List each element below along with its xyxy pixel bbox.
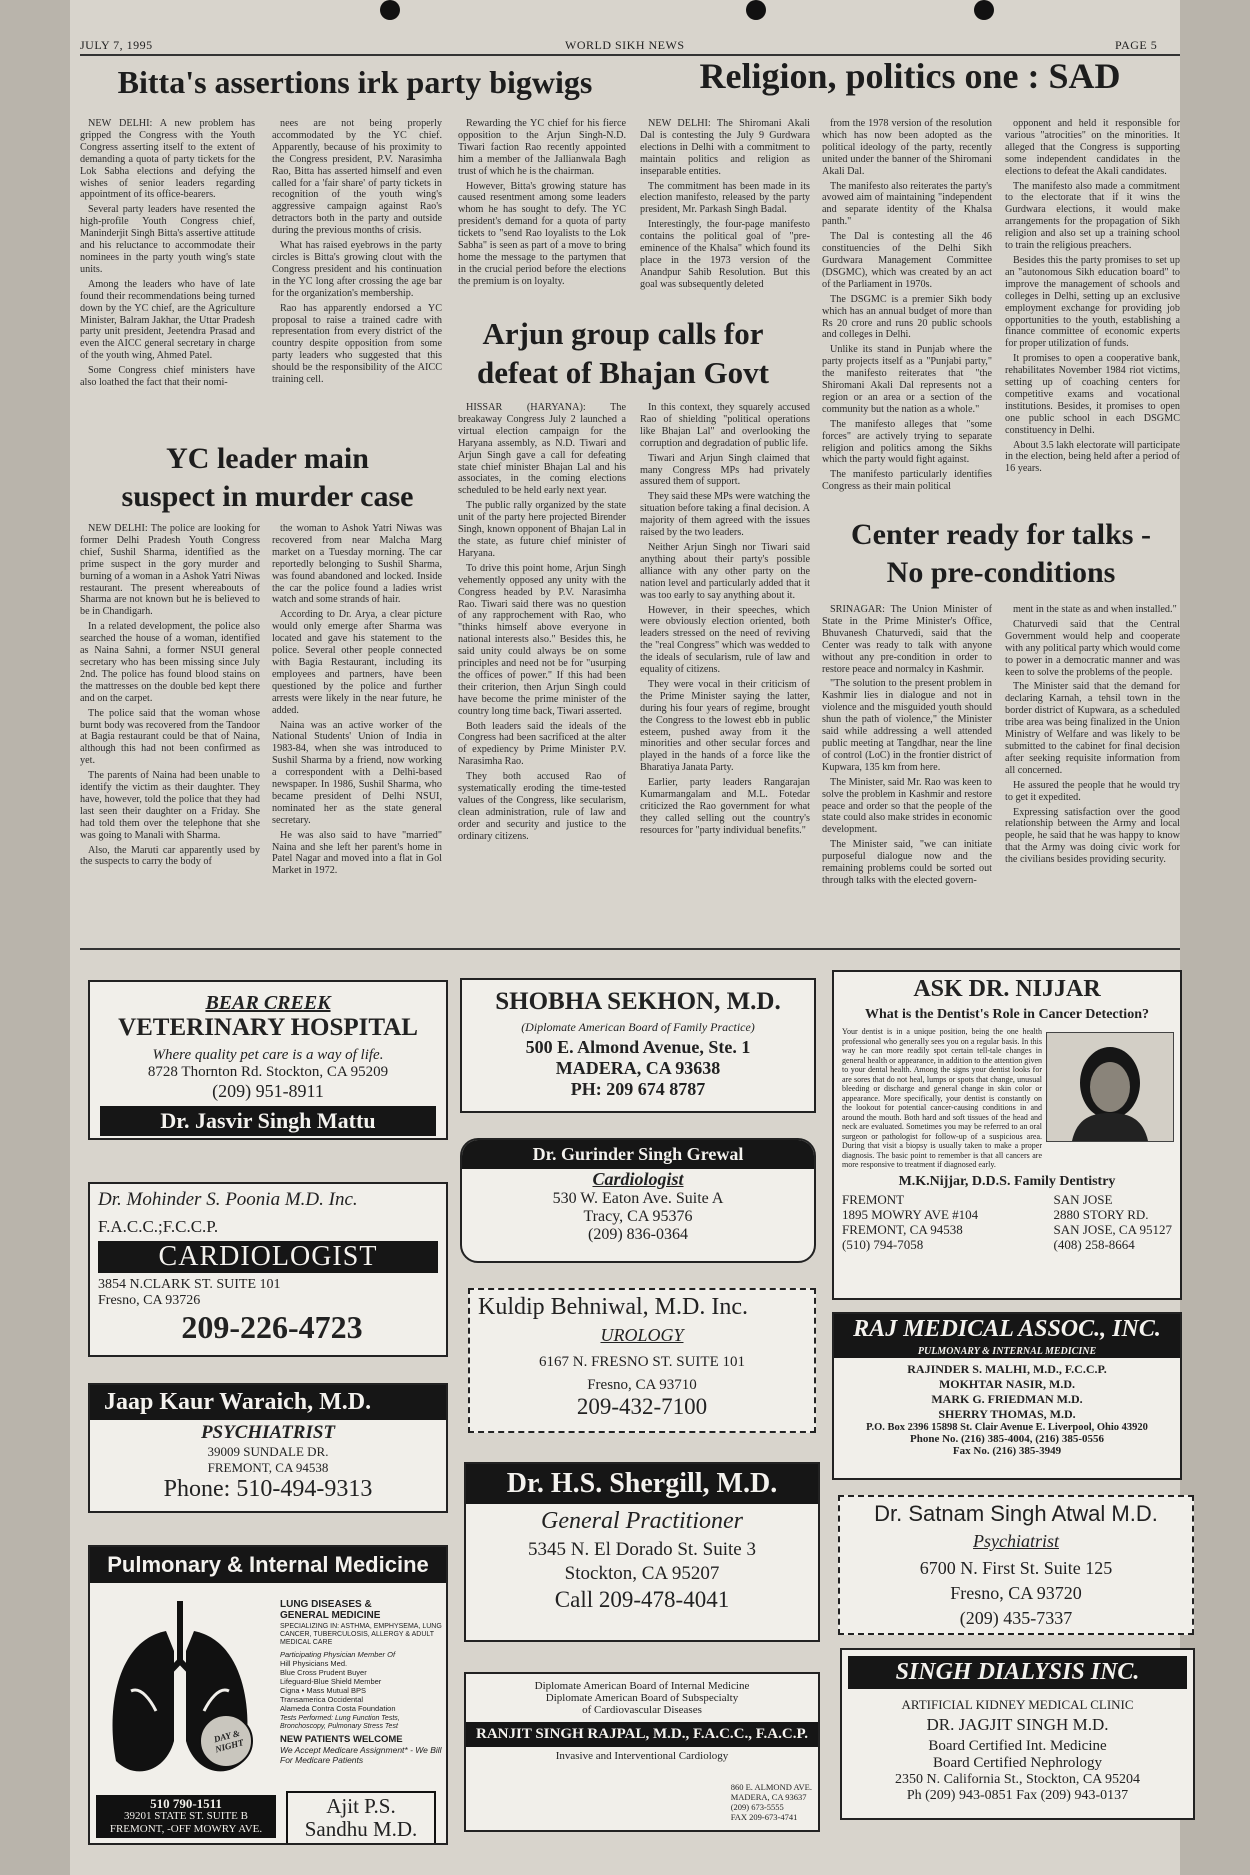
ad-name: RAJ MEDICAL ASSOC., INC.: [834, 1314, 1180, 1345]
ad-subtitle: ARTIFICIAL KIDNEY MEDICAL CLINIC: [901, 1697, 1134, 1712]
article-center-col1: SRINAGAR: The Union Minister of State in the Prime Minister's Office, Bhuvanesh Chaturvedi, said that the Center was ready to talk with anyone without any pre-condition in order to restore peace and normalcy in Kashmir. "The solution to the present problem in Kashmir lies in dialogue and not in violence and the misguided youth should shun the path of violence," the Minister said while addressing a well attended public meeting at Tangdhar, near the line of control (LoC) in the frontier district of Kupwara, 135 km from here. The Minister, said Mr. Rao was keen to solve the problem in Kashmir and restore peace and order so that the people of the state could also make strides in economic development. The Minister said, "we can initiate purposeful dialogue now and the remaining problems could be sorted out through talks with the elected govern-: [822, 604, 992, 886]
ad-phone: 209-226-4723: [181, 1309, 363, 1345]
ad-grewal: [460, 1138, 816, 1263]
ad-heading: LUNG DISEASES &: [280, 1599, 372, 1610]
lungs-illustration: [96, 1591, 264, 1791]
binder-hole: [974, 0, 994, 20]
ad-specialties: SPECIALIZING IN: ASTHMA, EMPHYSEMA, LUNG CANCER, TUBERCULOSIS, ALLERGY & ADULT MEDICAL CARE: [280, 1623, 442, 1646]
ad-fax: FAX 209-673-4741: [730, 1812, 798, 1822]
ad-name: VETERINARY HOSPITAL: [118, 1014, 418, 1041]
ad-subtitle: PULMONARY & INTERNAL MEDICINE: [834, 1345, 1180, 1358]
rajpal-contact: [731, 1782, 812, 1822]
ad-specialty: CARDIOLOGIST: [98, 1241, 438, 1273]
ad-nijjar: [832, 970, 1182, 1300]
ad-participating: Participating Physician Member Of: [280, 1650, 396, 1659]
ad-doctor: Dr. Jasvir Singh Mattu: [100, 1106, 436, 1136]
ad-address: 8728 Thornton Rd. Stockton, CA 95209: [147, 1064, 389, 1080]
ad-doctor: DR. JAGJIT SINGH M.D.: [926, 1715, 1109, 1734]
ad-doctor: MOKHTAR NASIR, M.D.: [938, 1377, 1076, 1391]
ad-certification: Board Certified Int. Medicine: [928, 1738, 1107, 1754]
ad-bear-creek: [88, 980, 448, 1140]
ad-specialty: General Practitioner: [541, 1508, 743, 1534]
location-fremont: FREMONT 1895 MOWRY AVE #104 FREMONT, CA 94538 (510) 794-7058: [842, 1191, 979, 1252]
ad-address: 860 E. ALMOND AVE.: [730, 1782, 812, 1792]
ad-city: Tracy, CA 95376: [583, 1208, 693, 1225]
ad-title: ASK DR. NIJJAR: [913, 976, 1101, 1002]
ad-pulmonary: [88, 1545, 448, 1845]
article-bitta-col3: Rewarding the YC chief for his fierce opposition to the Arjun Singh-N.D. Tiwari faction Rao recently appointed him a member of the Jallianwala Bagh trust of which he is the chairman. However, Bitta's growing stature has caused resentment among some leaders whom he has sought to defy. The YC president's demand for a quota of party tickets to "send Rao loyalists to the Lok Sabha" is seen as part of a move to bring home the message to the partymen that in the crucial period before the elections the premium is on loyalty.: [458, 118, 626, 287]
ad-specialty: UROLOGY: [600, 1325, 684, 1345]
ad-phone: Phone: 510-494-9313: [163, 1476, 373, 1502]
ad-singh-dialysis: [840, 1648, 1195, 1820]
ad-shergill: [464, 1462, 820, 1642]
headline-arjun: Arjun group calls for defeat of Bhajan Govt: [477, 316, 769, 390]
ad-phone: (209) 435-7337: [959, 1608, 1073, 1628]
binder-hole: [746, 0, 766, 20]
ad-phone: Ph (209) 943-0851 Fax (209) 943-0137: [906, 1788, 1129, 1803]
day-night-badge: DAY & NIGHT: [212, 1727, 245, 1755]
ad-name: Jaap Kaur Waraich, M.D.: [90, 1385, 446, 1420]
ad-city: MADERA, CA 93637: [730, 1792, 807, 1802]
ad-city: Fresno, CA 93726: [98, 1293, 201, 1308]
ad-specialty: Psychiatrist: [973, 1531, 1059, 1551]
ad-name: Dr. Satnam Singh Atwal M.D.: [874, 1501, 1158, 1526]
ad-heading: GENERAL MEDICINE: [280, 1610, 381, 1621]
article-yc-col2: the woman to Ashok Yatri Niwas was recovered from near Malcha Marg market on a Tuesday morning. The car reportedly belonging to Sushil Sharma, was found abandoned and locked. Inside the car the police found a ladies wrist watch and some strands of hair. According to Dr. Arya, a clear picture would only emerge after Sharma was located and gave his statement to the police. Several other people connected with Bagia Restaurant, including its employees and partners, have been questioned by the police and further arrests were likely in the near future, he added. Naina was an active worker of the National Students' Union of India in 1983-84, when she was introduced to Sushil Sharma by a friend, now working a correspondent with a Delhi-based newspaper. In 1986, Sushil Sharma, who became president of Delhi NSUI, nominated her as the state general secretary. He was also said to have "married" Naina and she left her parent's home in Patel Nagar and moved into a flat in Gol Market in 1972.: [272, 523, 442, 877]
ad-body: Your dentist is in a unique position, being the one health professional who generally sees you on a regular basis. In this way he can more readily spot certain tell-tale changes in general health or appearance, in addition to the attention given to your dental health. Among the signs your dentist looks for are sores that do not heal, lumps or spots that change, unusual bleeding or discharge and general change in skin color or appearance. More specifically, your dentist is constantly on the lookout for potential cancer-causing conditions in and around the mouth. Both hard and soft tissues of the head and neck are evaluated. Sometimes you may be referred to an oral surgeon or pathologist for follow-up of a suspicious area. During that visit a biopsy is usually taken to make a proper diagnosis. The basic point to remember is that all cancers are more responsive to treatment if diagnosed early.: [842, 1027, 1042, 1169]
ad-address: 6167 N. FRESNO ST. SUITE 101: [539, 1354, 745, 1370]
list-item: Lifeguard-Blue Shield Member: [280, 1677, 382, 1686]
ad-doctor: SHERRY THOMAS, M.D.: [938, 1407, 1076, 1421]
ad-address: P.O. Box 2396 15898 St. Clair Avenue E. Liverpool, Ohio 43920: [866, 1422, 1148, 1433]
ad-poonia: [88, 1182, 448, 1357]
ad-address: 39201 STATE ST. SUITE B: [124, 1810, 248, 1822]
ad-name: RANJIT SINGH RAJPAL, M.D., F.A.C.C., F.A.C.P.: [466, 1722, 818, 1747]
ad-phone: Phone No. (216) 385-4004, (216) 385-0556: [909, 1433, 1104, 1445]
ad-phone: (209) 673-5555: [730, 1802, 784, 1812]
binder-hole: [380, 0, 400, 20]
ad-doctor: M.K.Nijjar, D.D.S. Family Dentistry: [898, 1173, 1116, 1189]
ad-credentials: Diplomate American Board of Subspecialty: [545, 1692, 739, 1704]
ad-specialty: Cardiologist: [592, 1169, 684, 1189]
ad-address: 6700 N. First St. Suite 125: [919, 1558, 1113, 1578]
pulmonary-details: [280, 1599, 444, 1765]
paper-name: WORLD SIKH NEWS: [565, 38, 685, 52]
section-rule: [80, 948, 1180, 950]
ad-title: Pulmonary & Internal Medicine: [90, 1547, 446, 1583]
ad-behniwal: [468, 1288, 816, 1433]
article-bitta-col2: nees are not being properly accommodated by the YC chief. Apparently, because of his proximity to the Congress president, P.V. Narasimha Rao, Bitta has asserted himself and even called for a 'fair share' of party tickets in recognition of the youth wing's aggressive campaign against Rao's detractors both in the party and outside during the previous months of crisis. What has raised eyebrows in the party circles is Bitta's growing clout with the Congress president and his continuation in the YC long after crossing the age bar for the organization's membership. Rao has apparently endorsed a YC proposal to raise a trained cadre with representation from every district of the country despite opposition from some party leaders who suggested that this should be the responsibility of the AICC training cell.: [272, 118, 442, 386]
ad-doctor-line: Ajit P.S.: [326, 1794, 396, 1818]
headline-bitta: Bitta's assertions irk party bigwigs: [117, 64, 593, 100]
ad-address: 2350 N. California St., Stockton, CA 95204: [895, 1772, 1140, 1787]
ad-city: Fresno, CA 93710: [587, 1377, 697, 1393]
ad-phone: 209-432-7100: [576, 1394, 708, 1419]
pulmonary-contact: [96, 1795, 276, 1838]
ad-address: 500 E. Almond Avenue, Ste. 1: [525, 1037, 751, 1057]
ad-credentials: of Cardiovascular Diseases: [582, 1704, 702, 1716]
article-religion-col2: from the 1978 version of the resolution which has now been adopted as the political ideology of the party, recently united under the banner of the Shiromani Akali Dal. The manifesto also reiterates the party's avowed aim of maintaining "independent and separate identity of the Khalsa panth." The Dal is contesting all the 46 constituencies of the Delhi Sikh Gurdwara Management Committee (DSGMC), which was created by an act of the Parliament in 1970s. The DSGMC is a premier Sikh body which has an annual budget of more than Rs 20 crore and runs 20 public schools and colleges in Delhi. Unlike its stand in Punjab where the party projects itself as a "Punjabi party," the manifesto reiterates that "the Shiromani Akali Dal represents not a region or an area or a section of the community but the nation as a whole." The manifesto alleges that "some forces" are actively trying to separate religion and politics among the Sikhs which the party would fight against. The manifesto particularly identifies Congress as their main political: [822, 118, 992, 493]
article-religion-col3: opponent and held it responsible for various "atrocities" on the minorities. It alleged that the Congress is supporting some independent candidates in the elections to defeat the Akali candidates. The manifesto also made a commitment to the electorate that if it wins the Gurdwara elections, it would make arrangements for the propagation of Sikh religion and also set up a training school to train the religious preachers. Besides this the party promises to set up an "autonomous Sikh education board" to improve the management of schools and colleges in Delhi, setting up an exclusive employment exchange for providing job opportunities to the youth, establishing a finance committee of economic experts for proper utilization of funds. It promises to open a cooperative bank, rehabilitates November 1984 riot victims, setting up of coaching centers for competitive exams and vocational institutions. Besides, it promises to open one public school in each DSGMC constituency in Delhi. About 3.5 lakh electorate will participate in the election, being held after a period of 16 years.: [1005, 118, 1180, 475]
ad-sekhon: [460, 978, 816, 1113]
page-number: PAGE 5: [1115, 38, 1158, 52]
article-yc-col1: NEW DELHI: The police are looking for former Delhi Pradesh Youth Congress chief, Sushil Sharma, identified as the prime suspect in the gory murder and burning of a woman in a Ashok Yatri Niwas restaurant. The present whereabouts of Sharma are not known but he is believed to be in Chandigarh. In a related development, the police also searched the house of a woman, identified as Naina Sahni, a former NSUI general secretary who has been missing since July 2nd. The police has found blood stains on the mattresses on the double bed kept there and on the carpet. The police said that the woman whose burnt body was recovered from the Tandoor at Bagia restaurant could be that of Naina, although this had not been confirmed as yet. The parents of Naina had been unable to identify the victim as their daughter. They have, however, told the police that they had last seen their daughter on a Friday. She had told them over the telephone that she was going to Manali with Sharma. Also, the Maruti car apparently used by the suspects to carry the body of: [80, 523, 260, 868]
ad-city: Stockton, CA 95207: [564, 1563, 720, 1584]
ad-address: 3854 N.CLARK ST. SUITE 101: [98, 1277, 281, 1292]
ad-name: Dr. H.S. Shergill, M.D.: [466, 1464, 818, 1504]
ad-credentials: Diplomate American Board of Internal Medicine: [534, 1680, 750, 1692]
ad-name: Dr. Gurinder Singh Grewal: [462, 1140, 814, 1169]
ad-phone: Call 209-478-4041: [554, 1587, 730, 1612]
ad-specialty: Invasive and Interventional Cardiology: [555, 1750, 729, 1762]
plan-list: [280, 1659, 444, 1713]
ad-tests: Tests Performed: Lung Function Tests, Bronchoscopy, Pulmonary Stress Test: [280, 1715, 400, 1730]
ad-title: BEAR CREEK: [205, 992, 331, 1014]
ad-city: MADERA, CA 93638: [555, 1058, 721, 1078]
pulmonary-doctor: [286, 1791, 436, 1845]
headline-yc: YC leader main suspect in murder case: [121, 442, 414, 513]
ad-address: 5345 N. El Dorado St. Suite 3: [528, 1539, 756, 1560]
ad-raj-medical: [832, 1312, 1182, 1480]
nijjar-locations: [842, 1192, 1172, 1252]
ad-tagline: Where quality pet care is a way of life.: [152, 1047, 384, 1063]
list-item: Transamerica Occidental: [280, 1695, 364, 1704]
ad-name: SINGH DIALYSIS INC.: [848, 1656, 1187, 1689]
ad-name: Dr. Mohinder S. Poonia M.D. Inc.: [98, 1189, 358, 1210]
issue-date: JULY 7, 1995: [80, 38, 153, 52]
article-arjun-col2: In this context, they squarely accused Rao of shielding "political operations like Bhajan Lal" and overlooking the corruption and degradation of public life. Tiwari and Arjun Singh claimed that many Congress MPs had privately assured them of support. They said these MPs were watching the situation before taking a final decision. A majority of them agreed with the issues raised by the two leaders. Neither Arjun Singh nor Tiwari said anything about their party's possible alliance with any other party on the nation level and particularly added that it was too early to say anything about it. However, in their speeches, which were obviously election oriented, both leaders stressed on the need of reviving the "real Congress" which was wedded to the ideals of secularism, rule of law and equality of citizens. They were vocal in their criticism of the Prime Minister saying the latter, during his four years of regime, brought the Congress to the lowest ebb in public esteem, pushed away from it the minorities and other secular forces and played in the hands of a force like the Bharatiya Janata Party. Earlier, party leaders Rangarajan Kumarmangalam and M.L. Fotedar criticized the Rao government for what they called selling out the country's resources for "party individual benefits.": [640, 402, 810, 836]
ad-credentials: (Diplomate American Board of Family Practice): [521, 1020, 755, 1034]
ad-phone: PH: 209 674 8787: [570, 1079, 706, 1099]
article-center-col2: ment in the state as and when installed." Chaturvedi said that the Central Government would help and cooperate with any political party which would come to power in a democratic manner and was keen to solve the problems of the people. The Minister said that the demand for declaring Karnah, a tehsil town in the border district of Kupwara, as a scheduled tribe area was being finalized in the Union Ministry of Welfare and was likely to be submitted to the cabinet for final decision after seeking requisite information from all concerned. He assured the people that he would try to get it expedited. Expressing satisfaction over the good relationship between the Army and local people, he said that he was happy to know that the Army was doing civic work for the civilians besides providing security.: [1005, 604, 1180, 866]
ad-address: 39009 SUNDALE DR.: [207, 1444, 329, 1459]
ad-rajpal: [464, 1672, 820, 1832]
ad-name: SHOBHA SEKHON, M.D.: [495, 988, 781, 1015]
ad-phone: (209) 951-8911: [212, 1081, 324, 1101]
ad-doctor-line: Sandhu M.D.: [304, 1817, 418, 1841]
list-item: Hill Physicians Med.: [280, 1659, 348, 1668]
list-item: Blue Cross Prudent Buyer: [280, 1668, 367, 1677]
article-arjun-col1: HISSAR (HARYANA): The breakaway Congress July 2 launched a virtual election campaign for the Haryana assembly, as N.D. Tiwari and Arjun Singh gave a call for defeating state chief minister Bhajan Lal and his associates, in the coming elections scheduled to be held early next year. The public rally organized by the state unit of the party here projected Birender Singh, known opponent of Bhajan Lal in the state, as future chief minister of Haryana. To drive this point home, Arjun Singh vehemently opposed any unity with the Congress headed by P.V. Narasimha Rao. Tiwari said there was no question of any rapprochement with Rao, who "thinks himself above everyone in national interests also." Besides this, he said unity could always be on some principles and need not be for "usurping the offices of power." If this had been their criterion, then Arjun Singh could have become the prime minister of the country long time back, Tiwari asserted. Both leaders said the ideals of the Congress had been sacrificed at the alter of expediency by Prime Minister P.V. Narasimha Rao. They both accused Rao of systematically eroding the time-tested values of the Congress, like secularism, clean administration, rule of law and order and security and justice to the ordinary citizens.: [458, 402, 626, 842]
location-san-jose: SAN JOSE 2880 STORY RD. SAN JOSE, CA 95127 (408) 258-8664: [1053, 1191, 1172, 1252]
list-item: Alameda Contra Costa Foundation: [280, 1704, 396, 1713]
headline-center: Center ready for talks - No pre-conditions: [851, 518, 1151, 589]
ad-city: FREMONT, -OFF MOWRY AVE.: [109, 1823, 263, 1835]
headline-religion: Religion, politics one : SAD: [699, 56, 1121, 96]
ad-specialty: PSYCHIATRIST: [200, 1422, 336, 1443]
ad-question: What is the Dentist's Role in Cancer Detection?: [865, 1007, 1149, 1022]
list-item: Cigna • Mass Mutual BPS: [280, 1686, 366, 1695]
ad-waraich: [88, 1383, 448, 1513]
ad-name: Kuldip Behniwal, M.D. Inc.: [478, 1294, 748, 1320]
ad-atwal: [838, 1495, 1194, 1635]
ad-credentials: F.A.C.C.;F.C.C.P.: [98, 1217, 219, 1236]
doctor-photo: [1046, 1032, 1174, 1142]
ad-doctor: RAJINDER S. MALHI, M.D., F.C.C.P.: [907, 1362, 1107, 1376]
ad-phone: (209) 836-0364: [588, 1226, 688, 1243]
ad-city: FREMONT, CA 94538: [207, 1460, 329, 1475]
article-bitta-col1: NEW DELHI: A new problem has gripped the Congress with the Youth Congress asserting itself to the extent of demanding a quota of party tickets for the Lok Sabha elections and defying the wishes of senior leaders regarding appointment of its office-bearers. Several party leaders have resented the high-profile Youth Congress chief, Maninderjit Singh Bitta's assertive attitude and his reluctance to accommodate their nominees in the party youth wing's state units. Among the leaders who have of late found their recommendations being turned down by the YC chief, are the Agriculture Minister, Balram Jakhar, the Uttar Pradesh party unit president, Jeetendra Prasad and even the AICC general secretary in charge of the youth wing, Ahmed Patel. Some Congress chief ministers have also loathed the fact that their nomi-: [80, 118, 255, 389]
ad-city: Fresno, CA 93720: [950, 1583, 1082, 1603]
ad-certification: Board Certified Nephrology: [932, 1755, 1103, 1771]
ad-phone: 510 790-1511: [150, 1796, 222, 1811]
ad-doctor: MARK G. FRIEDMAN M.D.: [931, 1392, 1083, 1406]
ad-address: 530 W. Eaton Ave. Suite A: [552, 1190, 724, 1207]
ad-fax: Fax No. (216) 385-3949: [952, 1445, 1062, 1457]
ad-medicare: We Accept Medicare Assignment* - We Bill For Medicare Patients: [280, 1745, 442, 1765]
article-religion-col1: NEW DELHI: The Shiromani Akali Dal is contesting the July 9 Gurdwara elections in Delhi with a commitment to maintain politics and religion as inseparable entities. The commitment has been made in its election manifesto, released by the party president, Mr. Parkash Singh Badal. Interestingly, the four-page manifesto contains the political goal of "pre-eminence of the Khalsa" which found its place in the 1973 version of the Anandpur Sahib Resolution. But this goal was subsequently deleted: [640, 118, 810, 290]
ad-welcome: NEW PATIENTS WELCOME: [280, 1734, 403, 1745]
